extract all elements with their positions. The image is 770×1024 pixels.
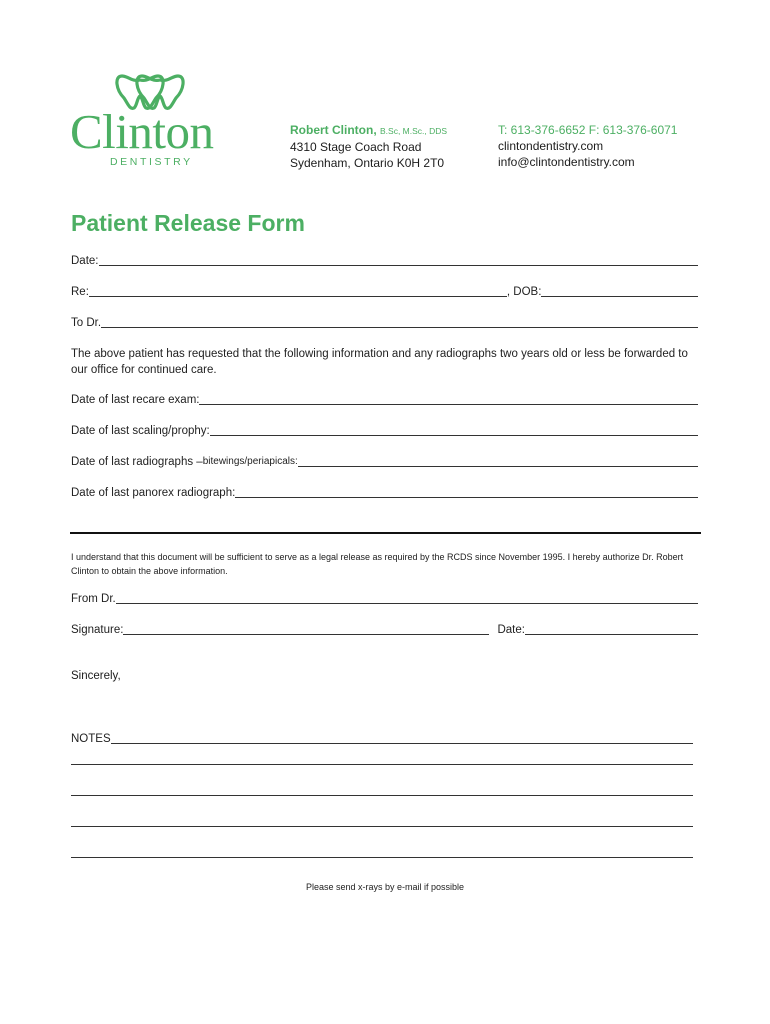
- signature-label: Signature:: [71, 624, 124, 636]
- from-dr-line: [116, 602, 698, 604]
- date-field[interactable]: [71, 254, 698, 268]
- request-paragraph: The above patient has requested that the following information and any radiographs two years old or less be forwarded to our office for continued care.: [71, 348, 688, 376]
- doctor-credentials: B.Sc, M.Sc., DDS: [380, 126, 448, 136]
- signature-date-label: Date:: [497, 624, 525, 636]
- to-dr-line: [101, 326, 698, 328]
- blank-line: [71, 825, 693, 827]
- from-dr-label: From Dr.: [71, 593, 116, 605]
- doctor-info: [290, 122, 447, 171]
- website: clintondentistry.com: [498, 139, 604, 153]
- re-dob-field[interactable]: [71, 285, 698, 299]
- recare-line: [199, 403, 698, 405]
- panorex-label: Date of last panorex radiograph:: [71, 487, 236, 499]
- notes-line-3[interactable]: [71, 794, 693, 798]
- form-title: Patient Release Form: [71, 210, 305, 236]
- footer-note: Please send x-rays by e-mail if possible: [305, 882, 465, 892]
- sincerely-text: Sincerely,: [71, 670, 121, 682]
- phone-fax: T: 613-376-6652 F: 613-376-6071: [498, 123, 678, 137]
- contact-info: [498, 122, 677, 170]
- radiographs-line: [298, 465, 698, 467]
- recare-label: Date of last recare exam:: [71, 394, 200, 406]
- date-label: Date:: [71, 255, 99, 267]
- radiographs-label: Date of last radiographs –: [71, 456, 203, 468]
- radiographs-sublabel: bitewings/periapicals:: [202, 456, 298, 467]
- signature-date-line: [525, 633, 698, 635]
- panorex-line: [235, 496, 698, 498]
- blank-line: [71, 794, 693, 796]
- notes-line-5[interactable]: [71, 856, 693, 860]
- release-paragraph: I understand that this document will be sufficient to serve as a legal release as required by the RCDS since November 1995. I hereby authorize Dr. Robert Clinton to obtain the above information.: [71, 552, 684, 576]
- notes-label: NOTES: [71, 733, 111, 745]
- notes-line-2[interactable]: [71, 763, 693, 767]
- blank-line: [71, 856, 693, 858]
- doctor-name: Robert Clinton,: [290, 123, 377, 137]
- notes-line-4[interactable]: [71, 825, 693, 829]
- dob-label: , DOB:: [506, 286, 542, 298]
- radiographs-field[interactable]: [71, 455, 698, 469]
- scaling-label: Date of last scaling/prophy:: [71, 425, 210, 437]
- to-dr-label: To Dr.: [71, 317, 102, 329]
- blank-line: [71, 763, 693, 765]
- to-dr-field[interactable]: [71, 316, 698, 330]
- date-line: [99, 264, 699, 266]
- scaling-line: [210, 434, 698, 436]
- signature-line: [123, 633, 489, 635]
- scaling-field[interactable]: [71, 424, 698, 438]
- recare-field[interactable]: [71, 393, 698, 407]
- brand-name: Clinton: [70, 104, 214, 159]
- section-divider: [70, 532, 701, 534]
- brand-subtitle: DENTISTRY: [110, 156, 193, 168]
- notes-field[interactable]: [71, 732, 693, 746]
- notes-line: [111, 742, 693, 744]
- from-dr-field[interactable]: [71, 592, 698, 606]
- re-line: [89, 295, 507, 297]
- re-label: Re:: [71, 286, 89, 298]
- address-line-2: Sydenham, Ontario K0H 2T0: [290, 156, 445, 170]
- panorex-field[interactable]: [71, 486, 698, 500]
- address-line-1: 4310 Stage Coach Road: [290, 140, 422, 154]
- signature-field[interactable]: [71, 623, 698, 637]
- email: info@clintondentistry.com: [498, 155, 635, 169]
- dob-line: [541, 295, 698, 297]
